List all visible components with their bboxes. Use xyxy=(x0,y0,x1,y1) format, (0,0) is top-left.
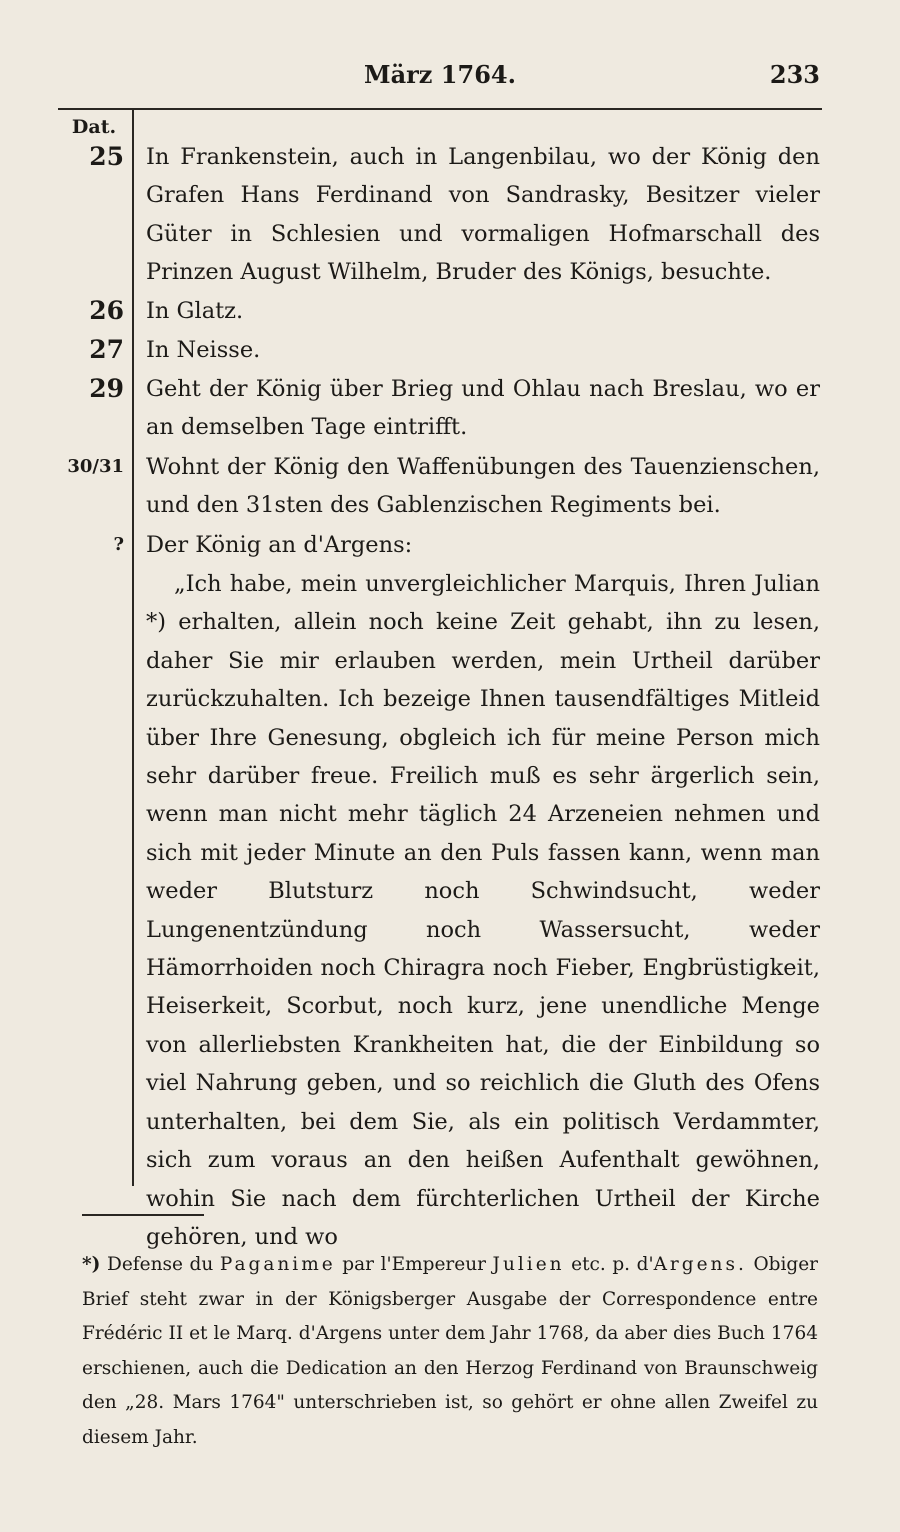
footnote xyxy=(82,1248,818,1455)
header-rule xyxy=(58,108,822,110)
footnote-text-f: Argens. xyxy=(653,1254,747,1275)
date-column-label: Dat. xyxy=(71,116,117,138)
entry-text: Wohnt der König den Waffenübungen des Tauenzienschen, und den 31sten des Gablenzischen Regiments bei. xyxy=(146,454,820,519)
entry-text: Geht der König über Brieg und Ohlau nach Breslau, wo er an demselben Tage eintrifft. xyxy=(146,376,820,441)
entry-date: 29 xyxy=(89,374,124,403)
entry-date: ? xyxy=(113,534,124,555)
entry-date: 27 xyxy=(89,335,124,364)
entry-date: 30/31 xyxy=(67,456,124,477)
footnote-text-d: Julien xyxy=(492,1254,565,1275)
footnote-text-b: Paganime xyxy=(219,1254,336,1275)
footnote-rule xyxy=(82,1214,204,1216)
entry-text: In Glatz. xyxy=(146,298,244,324)
date-column-rule xyxy=(132,108,134,1186)
footnote-text-c: par l'Empereur xyxy=(335,1254,493,1275)
entry-date: 26 xyxy=(89,296,124,325)
footnote-text-e: etc. p. d' xyxy=(564,1254,654,1275)
footnote-mark: *) xyxy=(82,1254,101,1275)
footnote-text-rest: Obiger Brief steht zwar in der Königsberger Ausgabe der Correspondence entre Frédéric II et le Marq. d'Argens unter dem Jahr 1768, da aber dies Buch 1764 erschienen, auch die Dedication an den Herzog Ferdinand von Braunschweig den „28. Mars 1764" unterschrieben ist, so gehört er ohne allen Zweifel zu diesem Jahr. xyxy=(82,1254,818,1448)
entry-text: Der König an d'Argens: xyxy=(146,532,413,558)
header-title: März 1764. xyxy=(364,60,516,89)
page-number: 233 xyxy=(769,60,820,89)
entry-text: In Neisse. xyxy=(146,337,261,363)
letter-text: „Ich habe, mein unvergleichlicher Marquis, Ihren Julian *) erhalten, allein noch keine Zeit gehabt, ihn zu lesen, daher Sie mir erlauben werden, mein Urtheil darüber zurückzuhalten. Ich bezeige Ihnen tausendfältiges Mitleid über Ihre Genesung, obgleich ich für meine Person mich sehr darüber freue. Freilich muß es sehr ärgerlich sein, wenn man nicht mehr täglich 24 Arzeneien nehmen und sich mit jeder Minute an den Puls fassen kann, wenn man weder Blutsturz noch Schwindsucht, weder Lungenentzündung noch Wassersucht, weder Hämorrhoiden noch Chiragra noch Fieber, Engbrüstigkeit, Heiserkeit, Scorbut, noch kurz, jene unendliche Menge von allerliebsten Krankheiten hat, die der Einbildung so viel Nahrung geben, und so reichlich die Gluth des Ofens unterhalten, bei dem Sie, als ein politisch Verdammter, sich zum voraus an den heißen Aufenthalt gewöhnen, wohin Sie nach dem fürchterlichen Urtheil der Kirche gehören, und wo xyxy=(146,571,820,1250)
entry-text: In Frankenstein, auch in Langenbilau, wo der König den Grafen Hans Ferdinand von Sandrasky, Besitzer vieler Güter in Schlesien und vormaligen Hofmarschall des Prinzen August Wilhelm, Bruder des Königs, besuchte. xyxy=(146,144,820,286)
footnote-text-a: Defense du xyxy=(107,1254,220,1275)
running-header xyxy=(60,60,820,94)
entry-date: 25 xyxy=(89,142,124,171)
